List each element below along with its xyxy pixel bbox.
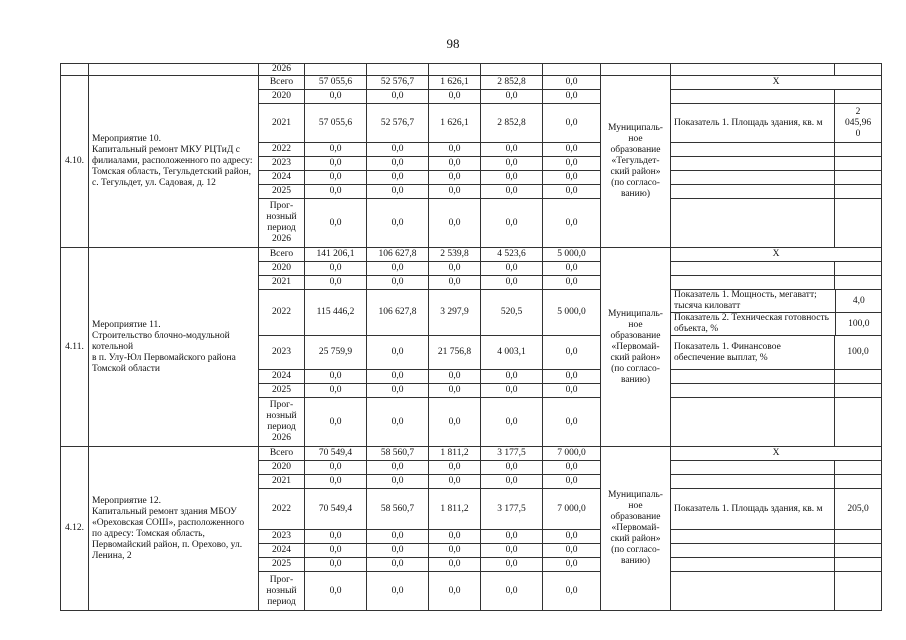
indicator-text: Показатель 1. Площадь здания, кв. м bbox=[671, 104, 835, 143]
funding-cell: 2 539,8 bbox=[429, 248, 481, 262]
funding-cell: 0,0 bbox=[429, 143, 481, 157]
funding-cell: 2 852,8 bbox=[481, 104, 543, 143]
activity-number: 4.12. bbox=[61, 447, 89, 611]
funding-cell: 0,0 bbox=[481, 384, 543, 398]
indicator-empty bbox=[671, 370, 835, 384]
funding-cell: 0,0 bbox=[543, 398, 601, 447]
indicator-empty bbox=[671, 530, 835, 544]
funding-cell: 70 549,4 bbox=[305, 489, 367, 530]
funding-cell: 520,5 bbox=[481, 290, 543, 336]
funding-cell: 58 560,7 bbox=[367, 489, 429, 530]
indicator-empty bbox=[671, 157, 835, 171]
funding-cell: 0,0 bbox=[305, 370, 367, 384]
activity-name: Мероприятие 11. Строительство блочно-модульной котельной в п. Улу-Юл Первомайского района Томской области bbox=[89, 248, 259, 447]
funding-cell: 0,0 bbox=[367, 384, 429, 398]
funding-cell: 0,0 bbox=[543, 262, 601, 276]
indicator-empty bbox=[671, 171, 835, 185]
funding-cell: 2 852,8 bbox=[481, 76, 543, 90]
funding-cell: 5 000,0 bbox=[543, 290, 601, 336]
funding-cell: 0,0 bbox=[305, 558, 367, 572]
indicator-empty bbox=[835, 262, 882, 276]
page-number: 98 bbox=[446, 36, 460, 51]
funding-cell: 0,0 bbox=[367, 143, 429, 157]
year-cell: 2020 bbox=[259, 262, 305, 276]
funding-cell: 0,0 bbox=[367, 262, 429, 276]
funding-cell: 0,0 bbox=[305, 157, 367, 171]
indicator-empty bbox=[835, 398, 882, 447]
funding-cell: 0,0 bbox=[429, 185, 481, 199]
activity-name: Мероприятие 10. Капитальный ремонт МКУ РЦТиД с филиалами, расположенного по адресу: Томская область, Тегульдетский район, с. Тегульдет, ул. Садовая, д. 12 bbox=[89, 76, 259, 248]
funding-cell: 0,0 bbox=[481, 461, 543, 475]
funding-cell: 0,0 bbox=[367, 544, 429, 558]
indicator-empty bbox=[671, 544, 835, 558]
indicator-empty bbox=[671, 199, 835, 248]
funding-cell: 0,0 bbox=[481, 199, 543, 248]
year-cell: 2020 bbox=[259, 90, 305, 104]
indicator-empty bbox=[835, 157, 882, 171]
funding-cell: 0,0 bbox=[367, 475, 429, 489]
funding-cell: 0,0 bbox=[481, 398, 543, 447]
funding-cell: 57 055,6 bbox=[305, 104, 367, 143]
funding-cell: 0,0 bbox=[367, 199, 429, 248]
table-row bbox=[61, 447, 882, 461]
funding-cell: 0,0 bbox=[367, 185, 429, 199]
funding-cell: 0,0 bbox=[481, 544, 543, 558]
indicator-empty bbox=[835, 461, 882, 475]
funding-cell: 0,0 bbox=[429, 572, 481, 611]
funding-cell: 0,0 bbox=[305, 276, 367, 290]
funding-cell: 0,0 bbox=[305, 544, 367, 558]
indicator-empty bbox=[835, 475, 882, 489]
indicator-empty bbox=[835, 384, 882, 398]
funding-cell: 0,0 bbox=[367, 370, 429, 384]
funding-cell: 0,0 bbox=[481, 558, 543, 572]
indicator-empty bbox=[671, 558, 835, 572]
year-cell: 2025 bbox=[259, 384, 305, 398]
indicator-x-cell: Х bbox=[671, 447, 882, 461]
indicator-empty bbox=[835, 370, 882, 384]
indicator-value: 205,0 bbox=[835, 489, 882, 530]
indicator-value: 2 045,96 0 bbox=[835, 104, 882, 143]
table-row bbox=[61, 248, 882, 262]
year-cell: 2024 bbox=[259, 171, 305, 185]
year-cell: 2021 bbox=[259, 104, 305, 143]
table-body bbox=[61, 64, 882, 611]
funding-cell: 7 000,0 bbox=[543, 447, 601, 461]
funding-cell: 0,0 bbox=[481, 262, 543, 276]
funding-cell: 0,0 bbox=[429, 276, 481, 290]
funding-cell: 1 626,1 bbox=[429, 104, 481, 143]
year-cell: 2020 bbox=[259, 461, 305, 475]
funding-cell: 4 523,6 bbox=[481, 248, 543, 262]
year-cell: 2021 bbox=[259, 475, 305, 489]
indicator-empty bbox=[835, 171, 882, 185]
funding-cell: 57 055,6 bbox=[305, 76, 367, 90]
funding-cell: 0,0 bbox=[543, 461, 601, 475]
funding-cell: 0,0 bbox=[367, 461, 429, 475]
funding-cell: 0,0 bbox=[305, 398, 367, 447]
funding-cell: 0,0 bbox=[429, 530, 481, 544]
indicator-empty bbox=[671, 143, 835, 157]
indicator-empty bbox=[671, 262, 835, 276]
funding-cell: 0,0 bbox=[367, 90, 429, 104]
indicator-empty bbox=[835, 572, 882, 611]
funding-cell: 1 811,2 bbox=[429, 447, 481, 461]
funding-cell: 0,0 bbox=[543, 475, 601, 489]
year-cell: Прог- нозный период 2026 bbox=[259, 199, 305, 248]
funding-cell: 0,0 bbox=[429, 384, 481, 398]
indicator-empty bbox=[671, 90, 835, 104]
funding-cell: 0,0 bbox=[305, 143, 367, 157]
funding-cell: 4 003,1 bbox=[481, 336, 543, 370]
funding-cell: 0,0 bbox=[481, 530, 543, 544]
funding-cell: 0,0 bbox=[543, 76, 601, 90]
funding-cell: 0,0 bbox=[305, 90, 367, 104]
funding-cell: 0,0 bbox=[481, 90, 543, 104]
funding-cell: 0,0 bbox=[481, 171, 543, 185]
indicator-text: Показатель 1. Мощность, мегаватт; тысяча киловатт bbox=[674, 290, 817, 311]
funding-cell: 0,0 bbox=[305, 572, 367, 611]
funding-cell: 0,0 bbox=[429, 461, 481, 475]
funding-cell: 0,0 bbox=[481, 157, 543, 171]
indicator-value: 100,0 bbox=[835, 336, 882, 370]
funding-cell: 58 560,7 bbox=[367, 447, 429, 461]
year-cell: 2025 bbox=[259, 558, 305, 572]
funding-cell: 0,0 bbox=[367, 171, 429, 185]
funding-cell: 0,0 bbox=[367, 276, 429, 290]
funding-cell: 52 576,7 bbox=[367, 104, 429, 143]
funding-cell: 0,0 bbox=[481, 143, 543, 157]
funding-cell: 0,0 bbox=[429, 199, 481, 248]
indicator-x-cell: Х bbox=[671, 76, 882, 90]
funding-cell: 0,0 bbox=[367, 336, 429, 370]
indicator-empty bbox=[835, 276, 882, 290]
funding-cell: 115 446,2 bbox=[305, 290, 367, 336]
funding-cell: 0,0 bbox=[367, 398, 429, 447]
funding-cell: 0,0 bbox=[481, 276, 543, 290]
indicator-empty bbox=[671, 398, 835, 447]
funding-cell: 0,0 bbox=[305, 384, 367, 398]
executor-cell: Муниципаль- ное образование «Первомай- ский район» (по согласо- ванию) bbox=[601, 248, 671, 447]
funding-cell: 3 177,5 bbox=[481, 447, 543, 461]
funding-cell: 0,0 bbox=[305, 262, 367, 276]
funding-cell: 0,0 bbox=[543, 104, 601, 143]
funding-cell: 0,0 bbox=[429, 370, 481, 384]
indicator-empty bbox=[835, 558, 882, 572]
activity-name: Мероприятие 12. Капитальный ремонт здания МБОУ «Ореховская СОШ», расположенного по адресу: Томская область, Первомайский район, п. Орехово, ул. Ленина, 2 bbox=[89, 447, 259, 611]
funding-cell: 1 811,2 bbox=[429, 489, 481, 530]
indicator-text: Показатель 2. Техническая готовность объекта, % bbox=[671, 313, 835, 336]
funding-cell: 0,0 bbox=[305, 530, 367, 544]
indicator-empty bbox=[835, 90, 882, 104]
executor-cell: Муниципаль- ное образование «Тегульдет- ский район» (по согласо- ванию) bbox=[601, 76, 671, 248]
funding-cell: 0,0 bbox=[429, 157, 481, 171]
funding-cell: 3 177,5 bbox=[481, 489, 543, 530]
executor-cell: Муниципаль- ное образование «Первомай- ский район» (по согласо- ванию) bbox=[601, 447, 671, 611]
indicator-empty bbox=[671, 461, 835, 475]
funding-cell: 0,0 bbox=[481, 185, 543, 199]
activity-number: 4.10. bbox=[61, 76, 89, 248]
year-cell: Всего bbox=[259, 76, 305, 90]
funding-cell: 106 627,8 bbox=[367, 248, 429, 262]
funding-cell: 0,0 bbox=[543, 171, 601, 185]
funding-cell: 0,0 bbox=[543, 143, 601, 157]
year-cell: 2025 bbox=[259, 185, 305, 199]
year-cell: Всего bbox=[259, 248, 305, 262]
funding-cell: 0,0 bbox=[543, 384, 601, 398]
indicator-value: 100,0 bbox=[835, 313, 882, 336]
funding-cell: 7 000,0 bbox=[543, 489, 601, 530]
funding-cell: 0,0 bbox=[543, 90, 601, 104]
year-cell: 2023 bbox=[259, 157, 305, 171]
funding-cell: 0,0 bbox=[481, 475, 543, 489]
funding-cell: 0,0 bbox=[543, 157, 601, 171]
funding-cell: 70 549,4 bbox=[305, 447, 367, 461]
funding-cell: 0,0 bbox=[429, 558, 481, 572]
indicator-stack bbox=[671, 290, 882, 336]
year-cell: 2022 bbox=[259, 290, 305, 336]
funding-cell: 0,0 bbox=[543, 530, 601, 544]
program-activities-table bbox=[60, 63, 882, 611]
funding-cell: 0,0 bbox=[543, 276, 601, 290]
funding-cell: 0,0 bbox=[429, 475, 481, 489]
year-cell: Всего bbox=[259, 447, 305, 461]
funding-cell: 0,0 bbox=[305, 199, 367, 248]
funding-cell: 0,0 bbox=[305, 185, 367, 199]
funding-cell: 1 626,1 bbox=[429, 76, 481, 90]
indicator-text: Показатель 1. Площадь здания, кв. м bbox=[671, 489, 835, 530]
funding-cell: 141 206,1 bbox=[305, 248, 367, 262]
indicator-value: 4,0 bbox=[835, 290, 882, 313]
year-cell: Прог- нозный период 2026 bbox=[259, 398, 305, 447]
indicator-x-cell: Х bbox=[671, 248, 882, 262]
indicator-empty bbox=[835, 544, 882, 558]
funding-cell: 0,0 bbox=[367, 530, 429, 544]
year-cell: 2023 bbox=[259, 530, 305, 544]
funding-cell: 0,0 bbox=[429, 544, 481, 558]
funding-cell: 0,0 bbox=[543, 336, 601, 370]
indicator-empty bbox=[671, 185, 835, 199]
funding-cell: 0,0 bbox=[543, 572, 601, 611]
indicator-empty bbox=[671, 384, 835, 398]
indicator-empty bbox=[671, 572, 835, 611]
indicator-text: Показатель 1. Финансовое обеспечение выплат, % bbox=[671, 336, 835, 370]
funding-cell: 0,0 bbox=[481, 370, 543, 384]
funding-cell: 0,0 bbox=[543, 199, 601, 248]
funding-cell: 0,0 bbox=[543, 370, 601, 384]
funding-cell: 106 627,8 bbox=[367, 290, 429, 336]
funding-cell: 0,0 bbox=[543, 544, 601, 558]
funding-cell: 0,0 bbox=[429, 171, 481, 185]
indicator-empty bbox=[835, 185, 882, 199]
indicator-empty bbox=[671, 276, 835, 290]
funding-cell: 25 759,9 bbox=[305, 336, 367, 370]
year-cell: Прог- нозный период bbox=[259, 572, 305, 611]
indicator-empty bbox=[671, 475, 835, 489]
funding-cell: 0,0 bbox=[429, 90, 481, 104]
year-cell: 2024 bbox=[259, 370, 305, 384]
funding-cell: 0,0 bbox=[481, 572, 543, 611]
funding-cell: 0,0 bbox=[429, 398, 481, 447]
funding-cell: 0,0 bbox=[305, 461, 367, 475]
table-row bbox=[61, 76, 882, 90]
year-cell: 2022 bbox=[259, 143, 305, 157]
year-cell: 2024 bbox=[259, 544, 305, 558]
indicator-empty bbox=[835, 143, 882, 157]
funding-cell: 0,0 bbox=[543, 185, 601, 199]
continuation-row bbox=[61, 64, 882, 76]
funding-cell: 0,0 bbox=[429, 262, 481, 276]
indicator-subtable bbox=[671, 290, 882, 335]
funding-cell: 0,0 bbox=[305, 171, 367, 185]
year-cell: 2021 bbox=[259, 276, 305, 290]
activity-number: 4.11. bbox=[61, 248, 89, 447]
funding-cell: 3 297,9 bbox=[429, 290, 481, 336]
year-cell: 2026 bbox=[259, 64, 305, 76]
funding-cell: 5 000,0 bbox=[543, 248, 601, 262]
funding-cell: 0,0 bbox=[305, 475, 367, 489]
indicator-empty bbox=[835, 199, 882, 248]
funding-cell: 0,0 bbox=[367, 558, 429, 572]
year-cell: 2022 bbox=[259, 489, 305, 530]
indicator-empty bbox=[835, 530, 882, 544]
funding-cell: 0,0 bbox=[543, 558, 601, 572]
funding-cell: 52 576,7 bbox=[367, 76, 429, 90]
funding-cell: 0,0 bbox=[367, 157, 429, 171]
funding-cell: 0,0 bbox=[367, 572, 429, 611]
funding-cell: 21 756,8 bbox=[429, 336, 481, 370]
year-cell: 2023 bbox=[259, 336, 305, 370]
